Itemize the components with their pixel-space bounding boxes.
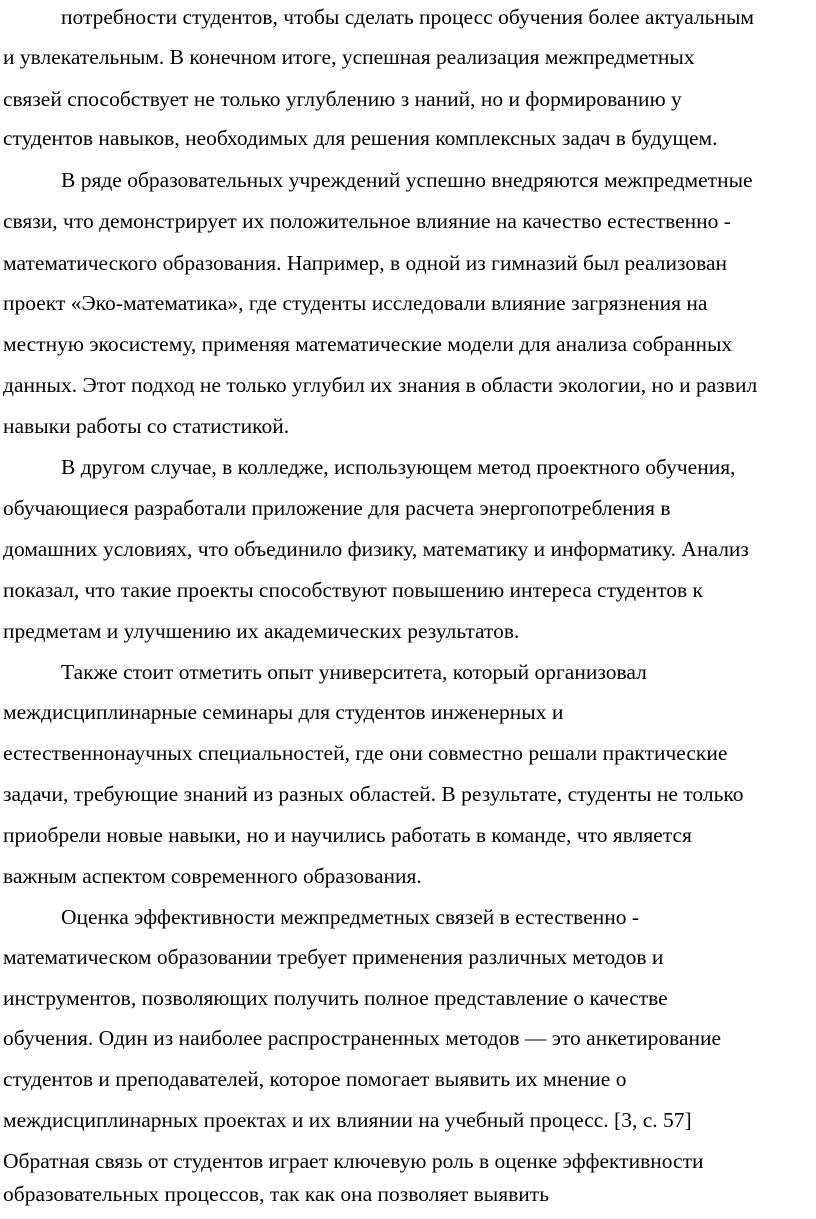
text-line: инструментов, позволяющих получить полное представление о качестве — [3, 986, 668, 1010]
text-line: междисциплинарные семинары для студентов инженерных и — [3, 700, 564, 724]
text-line: задачи, требующие знаний из разных областей. В результате, студенты не только — [3, 782, 744, 806]
text-line: связей способствует не только углублению з наний, но и формированию у — [3, 87, 682, 111]
text-line: В другом случае, в колледже, использующем метод проектного обучения, — [61, 455, 736, 479]
text-line: междисциплинарных проектах и их влиянии на учебный процесс. [3, с. 57] — [3, 1108, 692, 1132]
text-line: математическом образовании требует применения различных методов и — [3, 945, 664, 969]
text-line: важным аспектом современного образования. — [3, 864, 422, 888]
text-line: Также стоит отметить опыт университета, который организовал — [61, 660, 647, 684]
text-line: местную экосистему, применяя математические модели для анализа собранных — [3, 332, 733, 356]
text-line: образовательных процессов, так как она позволяет выявить — [3, 1182, 550, 1206]
text-line: домашних условиях, что объединило физику, математику и информатику. Анализ — [3, 537, 749, 561]
text-line: проект «Эко-математика», где студенты исследовали влияние загрязнения на — [3, 291, 708, 315]
text-line: и увлекательным. В конечном итоге, успешная реализация межпредметных — [3, 45, 695, 69]
text-line: студентов и преподавателей, которое помогает выявить их мнение о — [3, 1067, 627, 1091]
text-line: навыки работы со статистикой. — [3, 414, 290, 438]
text-line: Оценка эффективности межпредметных связей в естественно - — [61, 905, 640, 929]
text-line: предметам и улучшению их академических результатов. — [3, 619, 520, 643]
text-line: обучения. Один из наиболее распространенных методов — это анкетирование — [3, 1026, 722, 1050]
text-line: студентов навыков, необходимых для решения комплексных задач в будущем. — [3, 126, 718, 150]
text-line: потребности студентов, чтобы сделать процесс обучения более актуальным — [61, 5, 755, 29]
text-line: естественнонаучных специальностей, где они совместно решали практические — [3, 741, 728, 765]
text-line: математического образования. Например, в одной из гимназий был реализован — [3, 251, 728, 275]
text-line: показал, что такие проекты способствуют повышению интереса студентов к — [3, 578, 703, 602]
text-line: обучающиеся разработали приложение для расчета энергопотребления в — [3, 496, 671, 520]
text-line: данных. Этот подход не только углубил их знания в области экологии, но и развил — [3, 373, 758, 397]
text-line: В ряде образовательных учреждений успешно внедряются межпредметные — [61, 168, 753, 192]
text-line: связи, что демонстрирует их положительное влияние на качество естественно - — [3, 209, 731, 233]
text-line: Обратная связь от студентов играет ключевую роль в оценке эффективности — [3, 1149, 704, 1173]
text-line: приобрели новые навыки, но и научились работать в команде, что является — [3, 823, 692, 847]
